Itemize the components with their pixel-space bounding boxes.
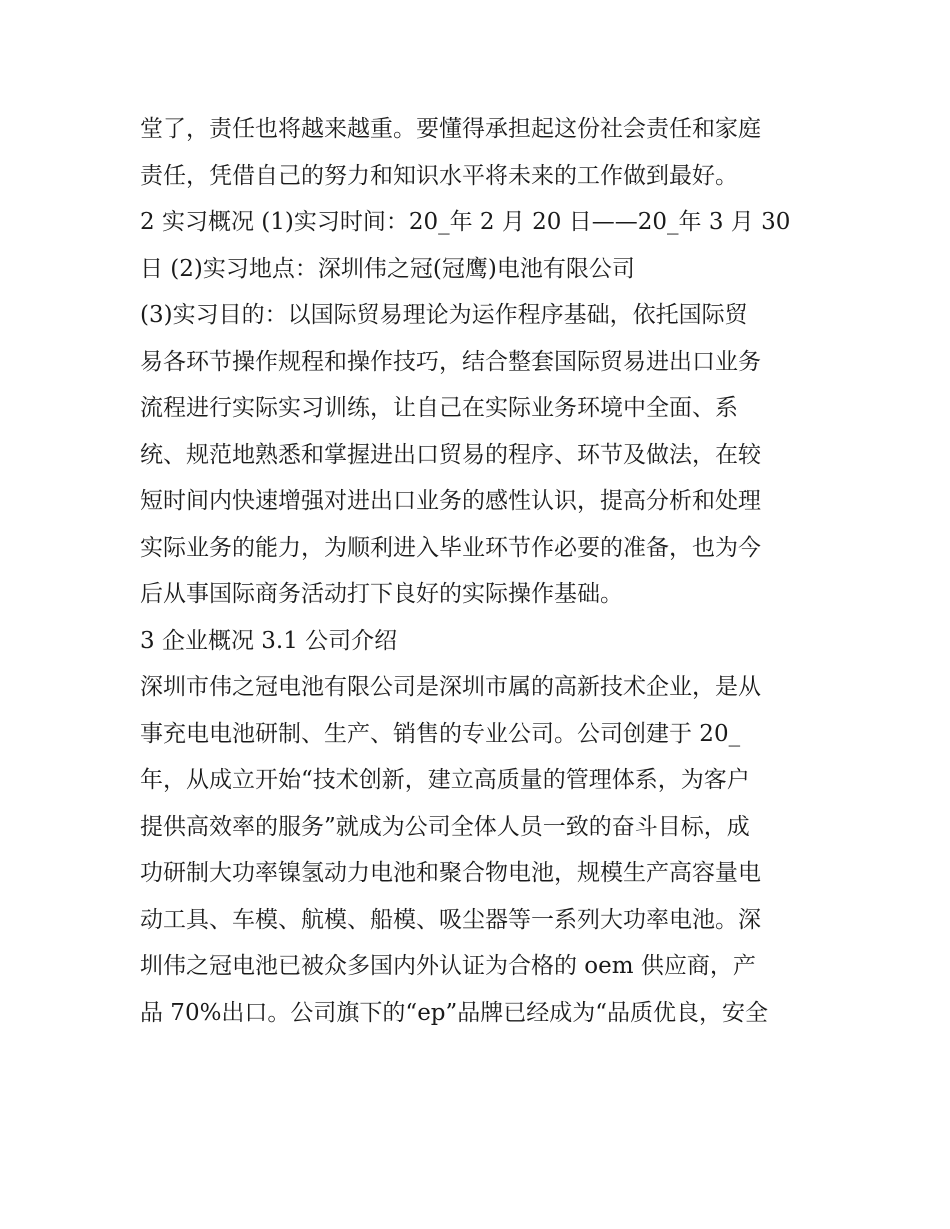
text-line: 流程进行实际实习训练，让自己在实际业务环境中全面、系 (140, 395, 738, 421)
text-line: 动工具、车模、航模、船模、吸尘器等一系列大功率电池。深 (140, 906, 761, 933)
text-line: 堂了，责任也将越来越重。要懂得承担起这份社会责任和家庭 (140, 116, 761, 142)
text-line: 事充电电池研制、生产、销售的专业公司。公司创建于 20_ (140, 720, 741, 747)
text-line: 统、规范地熟悉和掌握进出口贸易的程序、环节及做法，在较 (140, 441, 761, 468)
text-line: 责任，凭借自己的努力和知识水平将未来的工作做到最好。 (140, 162, 738, 189)
body-text (140, 106, 820, 1036)
text-line: 日 (2)实习地点：深圳伟之冠(冠鹰)电池有限公司 (140, 255, 635, 282)
section-heading-line: 3 企业概况 3.1 公司介绍 (140, 627, 398, 654)
section-heading-line: 2 实习概况 (1)实习时间：20_年 2 月 20 日——20_年 3 月 30 (140, 209, 791, 235)
text-line: 实际业务的能力，为顺利进入毕业环节作必要的准备，也为今 (140, 534, 761, 561)
text-line: 功研制大功率镍氢动力电池和聚合物电池，规模生产高容量电 (140, 860, 761, 886)
text-line: 圳伟之冠电池已被众多国内外认证为合格的 oem 供应商，产 (140, 953, 756, 979)
text-line: 易各环节操作规程和操作技巧，结合整套国际贸易进出口业务 (140, 348, 761, 375)
text-line: 品 70%出口。公司旗下的“ep”品牌已经成为“品质优良，安全 (140, 999, 769, 1026)
text-line: 年，从成立开始“技术创新，建立高质量的管理体系，为客户 (140, 767, 750, 793)
text-line: 深圳市伟之冠电池有限公司是深圳市属的高新技术企业，是从 (140, 674, 761, 700)
text-line: 提供高效率的服务”就成为公司全体人员一致的奋斗目标，成 (140, 813, 750, 840)
text-line: 短时间内快速增强对进出口业务的感性认识，提高分析和处理 (140, 488, 761, 514)
text-line: (3)实习目的：以国际贸易理论为运作程序基础，依托国际贸 (140, 302, 748, 328)
text-line: 后从事国际商务活动打下良好的实际操作基础。 (140, 581, 623, 607)
